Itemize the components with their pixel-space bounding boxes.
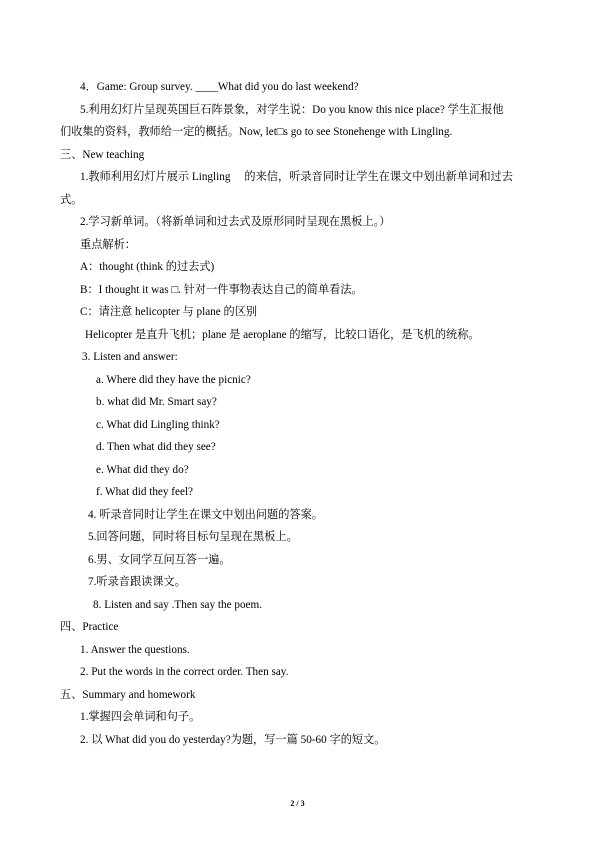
section-heading: 四、Practice xyxy=(60,621,119,633)
text-line: 2. Put the words in the correct order. Then say. xyxy=(80,666,289,678)
text-line: 们收集的资料，教师给一定的概括。Now, let□s go to see Stonehenge with Lingling. xyxy=(60,126,453,138)
list-item: b. what did Mr. Smart say? xyxy=(96,396,217,408)
section-heading: 三、New teaching xyxy=(60,149,145,161)
text-line: A：thought (think 的过去式) xyxy=(80,261,215,273)
list-item: e. What did they do? xyxy=(96,464,189,476)
list-item: c. What did Lingling think? xyxy=(96,419,220,431)
text-line: 式。 xyxy=(60,194,83,206)
text-line: 2. 以 What did you do yesterday?为题，写一篇 50-60 字的短文。 xyxy=(80,734,386,746)
text-line: B：I thought it was □. 针对一件事物表达自己的简单看法。 xyxy=(80,284,363,296)
text-line: 4．Game: Group survey. ____What did you do last weekend? xyxy=(80,81,359,93)
list-item: f. What did they feel? xyxy=(96,486,194,498)
text-line: Helicopter 是直升飞机；plane 是 aeroplane 的缩写，比较口语化，是飞机的统称。 xyxy=(85,329,480,341)
text-line: 3. Listen and answer: xyxy=(82,351,178,363)
text-line: 1. Answer the questions. xyxy=(80,644,190,656)
text-line: 5.回答问题，同时将目标句呈现在黑板上。 xyxy=(88,531,298,543)
list-item: d. Then what did they see? xyxy=(96,441,216,453)
text-line: 5.利用幻灯片呈现英国巨石阵景象，对学生说：Do you know this nice place? 学生汇报他 xyxy=(80,104,504,116)
section-heading: 五、Summary and homework xyxy=(60,689,196,701)
text-line: 7.听录音跟读课文。 xyxy=(88,576,186,588)
text-line: 1.教师利用幻灯片展示 Lingling 的来信，听录音同时让学生在课文中划出新单词和过去 xyxy=(80,171,513,183)
text-line: 2.学习新单词。（将新单词和过去式及原形同时呈现在黑板上。） xyxy=(80,216,391,228)
list-item: a. Where did they have the picnic? xyxy=(96,374,251,386)
text-line: C：请注意 helicopter 与 plane 的区别 xyxy=(80,306,258,318)
text-line: 8. Listen and say .Then say the poem. xyxy=(93,599,263,611)
text-line: 重点解析： xyxy=(80,239,136,251)
text-line: 1.掌握四会单词和句子。 xyxy=(80,711,201,723)
page-number: 2 / 3 xyxy=(290,799,305,808)
text-line: 6.男、女同学互问互答一遍。 xyxy=(88,554,231,566)
text-line: 4. 听录音同时让学生在课文中划出问题的答案。 xyxy=(88,509,323,521)
